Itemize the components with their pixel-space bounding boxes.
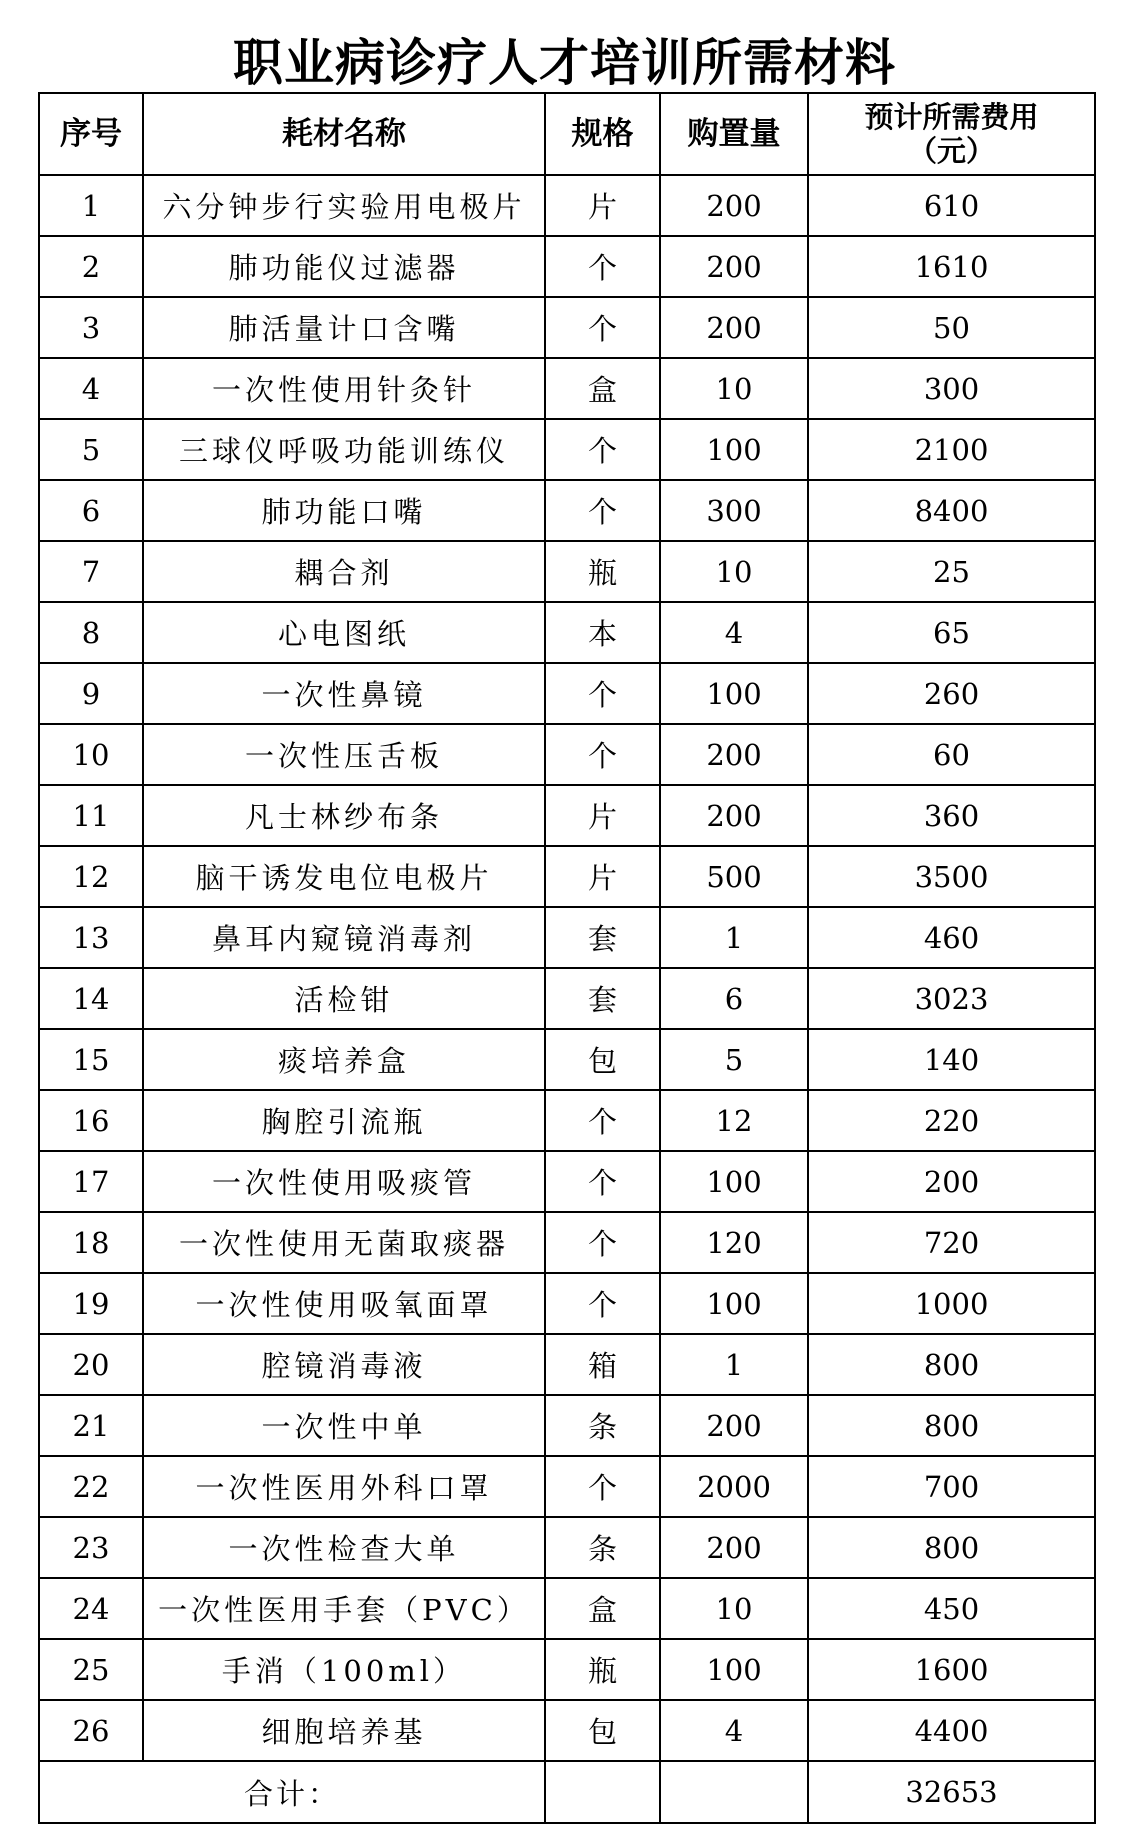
cell-cost: 2100 [808, 419, 1095, 480]
cell-cost: 220 [808, 1090, 1095, 1151]
table-row [39, 1212, 1095, 1273]
cell-index: 23 [39, 1517, 143, 1578]
table-row [39, 724, 1095, 785]
cell-quantity: 100 [660, 1639, 808, 1700]
cell-quantity: 200 [660, 724, 808, 785]
cell-cost: 300 [808, 358, 1095, 419]
cell-index: 3 [39, 297, 143, 358]
table-row [39, 602, 1095, 663]
cell-cost: 720 [808, 1212, 1095, 1273]
table-row [39, 358, 1095, 419]
table-row [39, 1456, 1095, 1517]
cell-index: 1 [39, 175, 143, 236]
cell-unit: 个 [545, 1151, 660, 1212]
cell-name: 凡士林纱布条 [143, 785, 545, 846]
cell-quantity: 5 [660, 1029, 808, 1090]
cell-index: 20 [39, 1334, 143, 1395]
cell-name: 一次性使用无菌取痰器 [143, 1212, 545, 1273]
table-header [39, 93, 1095, 175]
cell-name: 手消（100ml） [143, 1639, 545, 1700]
cell-index: 5 [39, 419, 143, 480]
header-index: 序号 [39, 93, 143, 175]
table-row [39, 968, 1095, 1029]
cell-unit: 瓶 [545, 1639, 660, 1700]
table-row [39, 419, 1095, 480]
table-row [39, 907, 1095, 968]
cell-unit: 个 [545, 663, 660, 724]
table-row [39, 1700, 1095, 1761]
cell-index: 11 [39, 785, 143, 846]
table-row [39, 1639, 1095, 1700]
cell-index: 13 [39, 907, 143, 968]
total-label: 合计： [39, 1761, 545, 1823]
cell-cost: 610 [808, 175, 1095, 236]
table-row [39, 663, 1095, 724]
cell-unit: 个 [545, 419, 660, 480]
cell-cost: 460 [808, 907, 1095, 968]
cell-index: 17 [39, 1151, 143, 1212]
cell-index: 2 [39, 236, 143, 297]
cell-cost: 700 [808, 1456, 1095, 1517]
cell-quantity: 200 [660, 175, 808, 236]
header-cost [808, 93, 1095, 175]
cell-name: 活检钳 [143, 968, 545, 1029]
cell-index: 12 [39, 846, 143, 907]
cell-quantity: 6 [660, 968, 808, 1029]
cell-cost: 260 [808, 663, 1095, 724]
cell-index: 21 [39, 1395, 143, 1456]
cell-unit: 片 [545, 846, 660, 907]
cell-quantity: 2000 [660, 1456, 808, 1517]
cell-index: 24 [39, 1578, 143, 1639]
cell-unit: 箱 [545, 1334, 660, 1395]
cell-index: 18 [39, 1212, 143, 1273]
document-title: 职业病诊疗人才培训所需材料 [233, 34, 896, 92]
total-quantity [660, 1761, 808, 1823]
table-row [39, 785, 1095, 846]
table-row [39, 236, 1095, 297]
cell-index: 14 [39, 968, 143, 1029]
cell-quantity: 200 [660, 1517, 808, 1578]
cell-quantity: 200 [660, 236, 808, 297]
cell-quantity: 10 [660, 541, 808, 602]
cell-unit: 个 [545, 297, 660, 358]
cell-quantity: 12 [660, 1090, 808, 1151]
cell-name: 脑干诱发电位电极片 [143, 846, 545, 907]
cell-name: 三球仪呼吸功能训练仪 [143, 419, 545, 480]
cell-quantity: 500 [660, 846, 808, 907]
cell-name: 腔镜消毒液 [143, 1334, 545, 1395]
cell-unit: 套 [545, 907, 660, 968]
table-row [39, 480, 1095, 541]
cell-index: 4 [39, 358, 143, 419]
cell-index: 16 [39, 1090, 143, 1151]
cell-cost: 25 [808, 541, 1095, 602]
table-row [39, 175, 1095, 236]
table-row [39, 541, 1095, 602]
table-row [39, 1090, 1095, 1151]
cell-name: 一次性鼻镜 [143, 663, 545, 724]
cell-name: 心电图纸 [143, 602, 545, 663]
cell-index: 8 [39, 602, 143, 663]
cell-name: 一次性使用吸痰管 [143, 1151, 545, 1212]
cell-cost: 1600 [808, 1639, 1095, 1700]
cell-unit: 个 [545, 724, 660, 785]
cell-name: 胸腔引流瓶 [143, 1090, 545, 1151]
cell-unit: 盒 [545, 358, 660, 419]
cell-unit: 个 [545, 1273, 660, 1334]
cell-quantity: 4 [660, 1700, 808, 1761]
cell-cost: 140 [808, 1029, 1095, 1090]
header-name: 耗材名称 [143, 93, 545, 175]
cell-quantity: 10 [660, 358, 808, 419]
table-row [39, 297, 1095, 358]
cell-quantity: 300 [660, 480, 808, 541]
cell-quantity: 200 [660, 1395, 808, 1456]
table-row [39, 1517, 1095, 1578]
table-row [39, 846, 1095, 907]
header-cost-line2: （元） [907, 134, 995, 168]
cell-name: 一次性医用手套（PVC） [143, 1578, 545, 1639]
cell-quantity: 200 [660, 297, 808, 358]
cell-cost: 800 [808, 1517, 1095, 1578]
cell-cost: 1000 [808, 1273, 1095, 1334]
cell-name: 六分钟步行实验用电极片 [143, 175, 545, 236]
header-row [39, 93, 1095, 175]
cell-quantity: 120 [660, 1212, 808, 1273]
cell-cost: 8400 [808, 480, 1095, 541]
materials-table [38, 92, 1096, 1824]
cell-unit: 套 [545, 968, 660, 1029]
cell-cost: 360 [808, 785, 1095, 846]
cell-quantity: 10 [660, 1578, 808, 1639]
cell-name: 鼻耳内窥镜消毒剂 [143, 907, 545, 968]
cell-quantity: 4 [660, 602, 808, 663]
table-row [39, 1395, 1095, 1456]
cell-cost: 3023 [808, 968, 1095, 1029]
cell-quantity: 1 [660, 907, 808, 968]
cell-cost: 3500 [808, 846, 1095, 907]
cell-unit: 条 [545, 1517, 660, 1578]
cell-name: 细胞培养基 [143, 1700, 545, 1761]
header-unit: 规格 [545, 93, 660, 175]
cell-cost: 450 [808, 1578, 1095, 1639]
cell-unit: 个 [545, 1090, 660, 1151]
table-row [39, 1578, 1095, 1639]
cell-name: 一次性使用针灸针 [143, 358, 545, 419]
cell-cost: 4400 [808, 1700, 1095, 1761]
cell-unit: 条 [545, 1395, 660, 1456]
table-row [39, 1151, 1095, 1212]
header-cost-line1: 预计所需费用 [864, 100, 1039, 134]
cell-name: 一次性中单 [143, 1395, 545, 1456]
total-cost: 32653 [808, 1761, 1095, 1823]
cell-index: 26 [39, 1700, 143, 1761]
cell-unit: 片 [545, 785, 660, 846]
table-row [39, 1334, 1095, 1395]
cell-unit: 包 [545, 1700, 660, 1761]
cell-quantity: 1 [660, 1334, 808, 1395]
cell-cost: 200 [808, 1151, 1095, 1212]
cell-quantity: 100 [660, 1273, 808, 1334]
table-row [39, 1029, 1095, 1090]
cell-quantity: 200 [660, 785, 808, 846]
cell-name: 痰培养盒 [143, 1029, 545, 1090]
cell-index: 15 [39, 1029, 143, 1090]
cell-index: 9 [39, 663, 143, 724]
total-row [39, 1761, 1095, 1823]
cell-index: 22 [39, 1456, 143, 1517]
cell-cost: 60 [808, 724, 1095, 785]
cell-cost: 50 [808, 297, 1095, 358]
cell-index: 25 [39, 1639, 143, 1700]
cell-quantity: 100 [660, 1151, 808, 1212]
cell-unit: 个 [545, 1212, 660, 1273]
cell-name: 肺功能仪过滤器 [143, 236, 545, 297]
cell-cost: 800 [808, 1334, 1095, 1395]
cell-unit: 个 [545, 480, 660, 541]
cell-name: 耦合剂 [143, 541, 545, 602]
cell-unit: 瓶 [545, 541, 660, 602]
cell-quantity: 100 [660, 419, 808, 480]
cell-name: 一次性使用吸氧面罩 [143, 1273, 545, 1334]
cell-cost: 65 [808, 602, 1095, 663]
cell-index: 6 [39, 480, 143, 541]
total-unit [545, 1761, 660, 1823]
cell-name: 一次性压舌板 [143, 724, 545, 785]
cell-quantity: 100 [660, 663, 808, 724]
cell-unit: 个 [545, 236, 660, 297]
header-quantity: 购置量 [660, 93, 808, 175]
cell-name: 肺功能口嘴 [143, 480, 545, 541]
table-row [39, 1273, 1095, 1334]
cell-cost: 1610 [808, 236, 1095, 297]
cell-unit: 盒 [545, 1578, 660, 1639]
cell-name: 肺活量计口含嘴 [143, 297, 545, 358]
cell-unit: 片 [545, 175, 660, 236]
cell-cost: 800 [808, 1395, 1095, 1456]
cell-unit: 本 [545, 602, 660, 663]
cell-index: 10 [39, 724, 143, 785]
cell-name: 一次性检查大单 [143, 1517, 545, 1578]
cell-index: 19 [39, 1273, 143, 1334]
cell-unit: 包 [545, 1029, 660, 1090]
cell-index: 7 [39, 541, 143, 602]
cell-unit: 个 [545, 1456, 660, 1517]
cell-name: 一次性医用外科口罩 [143, 1456, 545, 1517]
table-body [39, 175, 1095, 1823]
